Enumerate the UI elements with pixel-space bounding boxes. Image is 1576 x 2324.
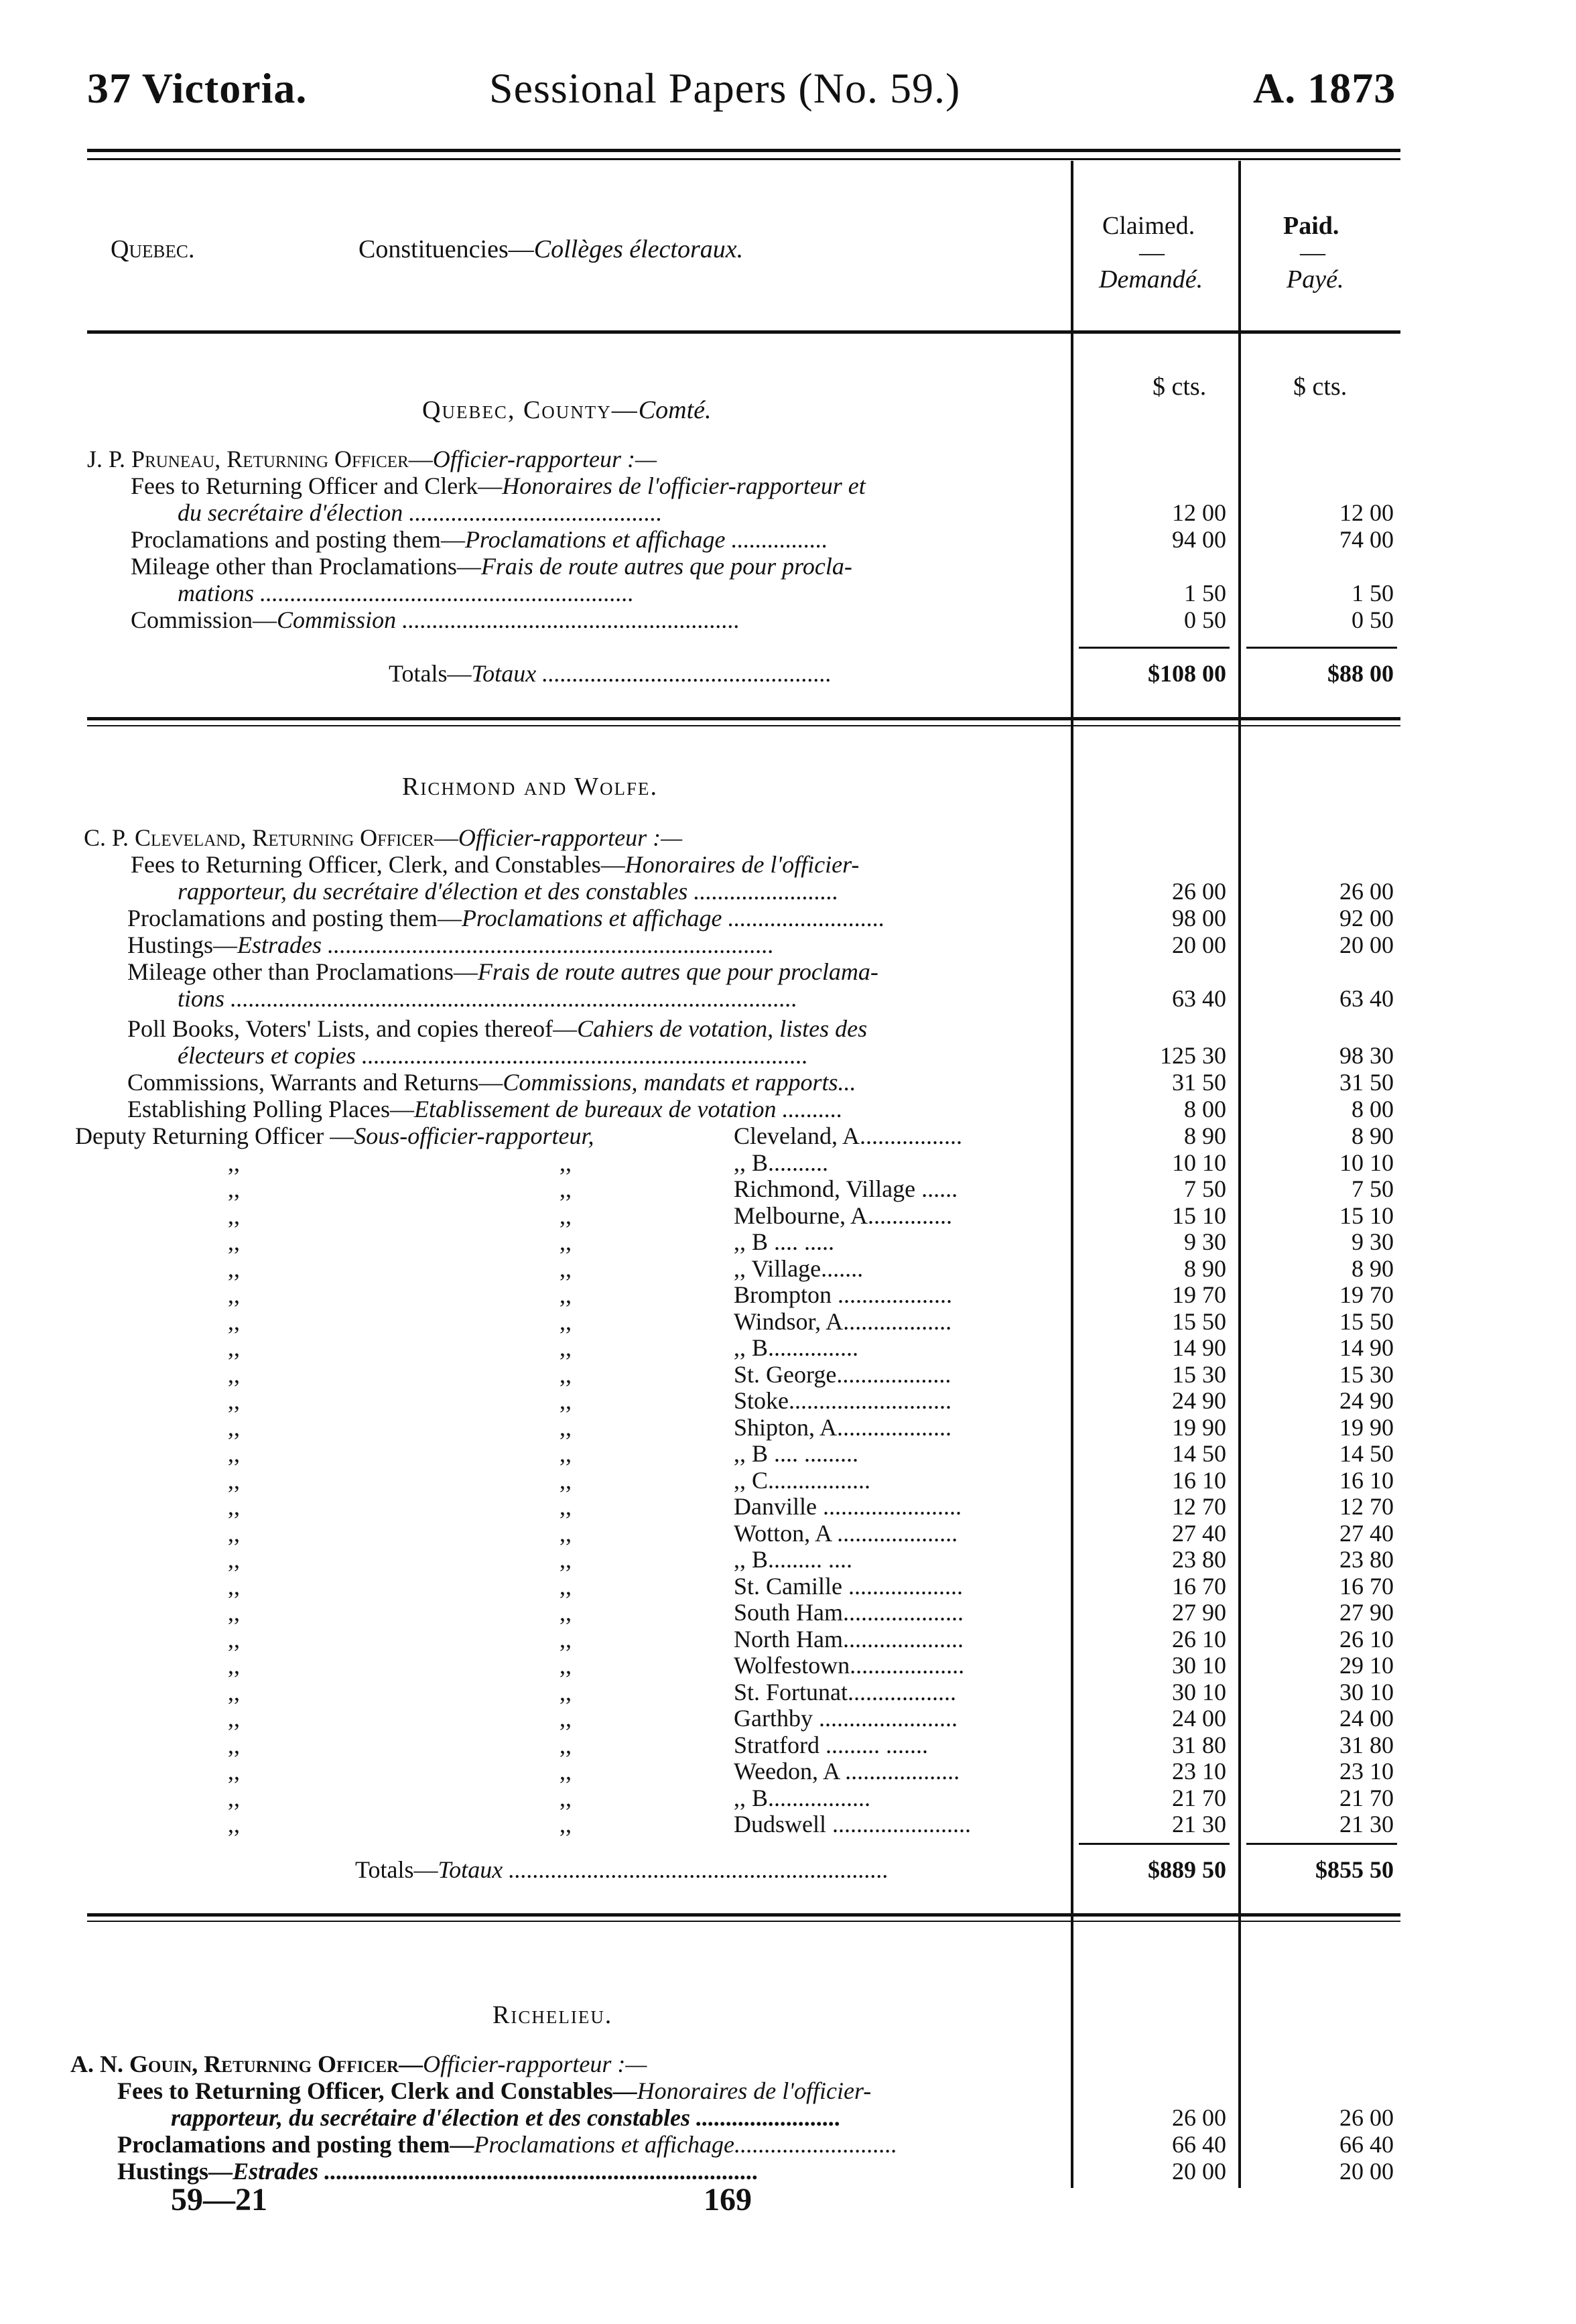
claimed-value: 30 10 (1172, 1679, 1226, 1705)
ditto-mark: ,, (560, 1626, 572, 1653)
table-row (0, 2104, 1576, 2131)
ditto-mark: ,, (560, 1573, 572, 1600)
totals-paid: $855 50 (1315, 1856, 1394, 1883)
paid-value: 26 00 (1339, 2104, 1394, 2131)
deputy-row (0, 1679, 1576, 1705)
paid-value: 12 70 (1339, 1493, 1394, 1520)
deputy-place: Richmond, Village ...... (734, 1175, 958, 1202)
row-label-fr: Commissions, mandats et rapports... (503, 1069, 856, 1096)
paid-value: 20 00 (1339, 2158, 1394, 2185)
header-title: Sessional Papers (No. 59.) (489, 64, 961, 112)
table-row (0, 2077, 1576, 2104)
paid-value: 31 80 (1339, 1732, 1394, 1758)
claimed-value: 31 80 (1172, 1732, 1226, 1758)
deputy-row (0, 1467, 1576, 1494)
claimed-value: 19 70 (1172, 1281, 1226, 1308)
claimed-value: 63 40 (1172, 985, 1226, 1012)
totals-paid: $88 00 (1327, 660, 1394, 687)
claimed-value: 21 70 (1172, 1785, 1226, 1811)
claimed-value: 8 90 (1184, 1255, 1226, 1282)
ditto-mark: ,, (228, 1652, 240, 1679)
deputy-row (0, 1785, 1576, 1811)
claimed-value: 14 50 (1172, 1440, 1226, 1467)
row-label-fr: Frais de route autres que pour procla- (480, 553, 852, 580)
row-label: Proclamations and posting them— (117, 2131, 474, 2158)
paid-value: 12 00 (1339, 499, 1394, 526)
totals-label: Totals— (389, 660, 472, 687)
ditto-mark: ,, (228, 1149, 240, 1176)
deputy-place: Stratford ......... ....... (734, 1732, 928, 1758)
deputy-place: Weedon, A ................... (734, 1758, 960, 1785)
ditto-mark: ,, (560, 1652, 572, 1679)
table-row (0, 606, 1576, 633)
deputy-label (75, 1122, 594, 1149)
deputy-row (0, 1334, 1576, 1361)
table-row (0, 1042, 1576, 1069)
claimed-value: 9 30 (1184, 1228, 1226, 1255)
deputy-row (0, 1520, 1576, 1547)
deputy-row (0, 1387, 1576, 1414)
ditto-mark: ,, (228, 1308, 240, 1335)
ditto-mark: ,, (228, 1546, 240, 1573)
deputy-place: St. Camille ................... (734, 1573, 963, 1600)
deputy-row (0, 1493, 1576, 1520)
deputy-row (0, 1361, 1576, 1388)
deputy-row (0, 1255, 1576, 1282)
deputy-place: South Ham.................... (734, 1599, 964, 1626)
paid-value: 21 30 (1339, 1811, 1394, 1837)
paid-value: 92 00 (1339, 905, 1394, 931)
deputy-place: ,, B............... (734, 1334, 859, 1361)
officer-line (0, 824, 1576, 851)
deputy-place: Wolfestown................... (734, 1652, 965, 1679)
constituencies-fr: Collèges électoraux. (533, 235, 744, 263)
totals-label: Totals— (355, 1856, 438, 1883)
row-label-fr: Honoraires de l'officier- (637, 2077, 872, 2104)
row-label-fr: Proclamations et affichage ................ (464, 526, 828, 553)
ditto-mark: ,, (560, 1679, 572, 1705)
paid-value: 27 40 (1339, 1520, 1394, 1547)
deputy-row (0, 1732, 1576, 1758)
deputy-row (0, 1440, 1576, 1467)
deputy-place: Dudswell ....................... (734, 1811, 971, 1837)
ditto-mark: ,, (560, 1202, 572, 1229)
claimed-value: 12 70 (1172, 1493, 1226, 1520)
section-rule (87, 1913, 1400, 1917)
claimed-value: 30 10 (1172, 1652, 1226, 1679)
table-row (0, 2131, 1576, 2158)
table-row (0, 958, 1576, 985)
deputy-place: Wotton, A .................... (734, 1520, 958, 1547)
claimed-header: Claimed. (1102, 212, 1195, 240)
claimed-value: 15 30 (1172, 1361, 1226, 1388)
row-label: Commission— (131, 606, 277, 633)
totals-label-fr: Totaux ............................................................... (438, 1856, 889, 1883)
deputy-place: Cleveland, A................. (734, 1122, 962, 1149)
table-row (0, 499, 1576, 526)
ditto-mark: ,, (228, 1705, 240, 1732)
row-label-fr: Commission ........................................................ (277, 606, 740, 633)
row-label-fr: Estrades ........................................................................ (233, 2158, 759, 2185)
ditto-mark: ,, (228, 1361, 240, 1388)
table-row (0, 1015, 1576, 1042)
header-session: 37 Victoria. (87, 64, 308, 112)
claimed-value: 16 70 (1172, 1573, 1226, 1600)
ditto-mark: ,, (560, 1255, 572, 1282)
ditto-mark: ,, (560, 1705, 572, 1732)
ditto-mark: ,, (560, 1758, 572, 1785)
deputy-place: Garthby ....................... (734, 1705, 958, 1732)
claimed-header-dash: — (1139, 239, 1165, 267)
deputy-row (0, 1175, 1576, 1202)
claimed-value: 14 90 (1172, 1334, 1226, 1361)
table-row (0, 851, 1576, 878)
paid-value: 26 00 (1339, 878, 1394, 905)
ditto-mark: ,, (228, 1599, 240, 1626)
totals-label-fr: Totaux ................................................ (471, 660, 832, 687)
paid-header-fr: Payé. (1287, 265, 1344, 294)
deputy-place: Danville ....................... (734, 1493, 962, 1520)
section-quebec-title-fr: Comté. (638, 396, 712, 424)
subtotal-rule-claimed (1079, 1843, 1230, 1845)
ditto-mark: ,, (228, 1758, 240, 1785)
ditto-mark: ,, (228, 1228, 240, 1255)
subtotal-rule-paid (1246, 1843, 1397, 1845)
deputy-label-fr: Sous-officier-rapporteur, (354, 1122, 594, 1149)
row-label-fr: Proclamations et affichage........................... (474, 2131, 897, 2158)
deputy-row (0, 1626, 1576, 1653)
claimed-value: 26 10 (1172, 1626, 1226, 1653)
top-rule (87, 149, 1400, 152)
claimed-value: 31 50 (1172, 1069, 1226, 1096)
ditto-mark: ,, (228, 1493, 240, 1520)
claimed-value: 20 00 (1172, 2158, 1226, 2185)
deputy-place: St. George................... (734, 1361, 951, 1388)
ditto-mark: ,, (560, 1440, 572, 1467)
paid-value: 23 10 (1339, 1758, 1394, 1785)
currency-paid: $ cts. (1293, 373, 1348, 401)
row-label-cont: rapporteur, du secrétaire d'élection et des constables ........................ (178, 878, 839, 905)
officer-name: C. P. Cleveland, Returning Officer— (84, 824, 458, 851)
footer-signature: 59—21 (171, 2182, 267, 2217)
row-label-fr: Estrades .......................................................................... (237, 931, 775, 958)
ditto-mark: ,, (560, 1546, 572, 1573)
paid-value: 9 30 (1352, 1228, 1394, 1255)
claimed-value: 27 90 (1172, 1599, 1226, 1626)
paid-value: 10 10 (1339, 1149, 1394, 1176)
ditto-mark: ,, (228, 1573, 240, 1600)
row-label: Proclamations and posting them— (131, 526, 465, 553)
officer-name: A. N. Gouin, Returning Officer— (70, 2051, 423, 2077)
paid-value: 16 70 (1339, 1573, 1394, 1600)
table-row (0, 985, 1576, 1012)
deputy-place: ,, C................. (734, 1467, 871, 1494)
row-label: Fees to Returning Officer, Clerk and Constables— (117, 2077, 637, 2104)
ditto-mark: ,, (560, 1308, 572, 1335)
claimed-value: 26 00 (1172, 2104, 1226, 2131)
paid-value: 14 90 (1339, 1334, 1394, 1361)
table-row (0, 2158, 1576, 2185)
row-label-cont: du secrétaire d'élection .......................................... (178, 499, 663, 526)
section-richelieu-title: Richelieu. (492, 2001, 613, 2029)
deputy-place: Shipton, A................... (734, 1414, 952, 1441)
row-label-cont: rapporteur, du secrétaire d'élection et des constables ........................ (171, 2104, 841, 2131)
claimed-value: 23 80 (1172, 1546, 1226, 1573)
deputy-row (0, 1414, 1576, 1441)
row-label-fr: Honoraires de l'officier- (625, 851, 860, 878)
row-label-fr: Honoraires de l'officier-rapporteur et (502, 472, 866, 499)
ditto-mark: ,, (560, 1175, 572, 1202)
claimed-value: 21 30 (1172, 1811, 1226, 1837)
row-label: Proclamations and posting them— (127, 905, 462, 931)
deputy-label-en: Deputy Returning Officer — (75, 1122, 354, 1149)
officer-fr: Officier-rapporteur :— (432, 446, 657, 472)
ditto-mark: ,, (228, 1811, 240, 1837)
constituencies-en: Constituencies— (358, 235, 534, 263)
paid-value: 1 50 (1352, 580, 1394, 606)
claimed-value: 15 10 (1172, 1202, 1226, 1229)
paid-value: 21 70 (1339, 1785, 1394, 1811)
ditto-mark: ,, (560, 1811, 572, 1837)
table-row (0, 1096, 1576, 1122)
table-row (0, 931, 1576, 958)
paid-value: 98 30 (1339, 1042, 1394, 1069)
ditto-mark: ,, (560, 1520, 572, 1547)
claimed-value: 0 50 (1184, 606, 1226, 633)
claimed-value: 20 00 (1172, 931, 1226, 958)
ditto-mark: ,, (228, 1175, 240, 1202)
ditto-mark: ,, (560, 1414, 572, 1441)
paid-value: 66 40 (1339, 2131, 1394, 2158)
ditto-mark: ,, (228, 1414, 240, 1441)
row-label-cont: tions .............................................................................................. (178, 985, 798, 1012)
paid-value: 14 50 (1339, 1440, 1394, 1467)
paid-value: 16 10 (1339, 1467, 1394, 1494)
deputy-row (0, 1308, 1576, 1335)
row-label-fr: Cahiers de votation, listes des (577, 1015, 868, 1042)
row-label: Establishing Polling Places— (127, 1096, 414, 1122)
deputy-row (0, 1811, 1576, 1837)
claimed-value: 15 50 (1172, 1308, 1226, 1335)
claimed-value: 24 00 (1172, 1705, 1226, 1732)
currency-claimed: $ cts. (1153, 373, 1207, 401)
deputy-place: Brompton ................... (734, 1281, 953, 1308)
ditto-mark: ,, (228, 1785, 240, 1811)
ditto-mark: ,, (228, 1440, 240, 1467)
claimed-value: 125 30 (1160, 1042, 1226, 1069)
table-row (0, 472, 1576, 499)
ditto-mark: ,, (228, 1387, 240, 1414)
totals-claimed: $108 00 (1148, 660, 1226, 687)
ditto-mark: ,, (228, 1255, 240, 1282)
subtotal-rule-claimed (1079, 647, 1230, 649)
header-bottom-rule (87, 330, 1400, 334)
claimed-value: 98 00 (1172, 905, 1226, 931)
ditto-mark: ,, (228, 1281, 240, 1308)
paid-value: 7 50 (1352, 1175, 1394, 1202)
deputy-row (0, 1758, 1576, 1785)
officer-line (0, 2051, 1576, 2077)
ditto-mark: ,, (228, 1520, 240, 1547)
row-label: Mileage other than Proclamations— (127, 958, 478, 985)
paid-header-dash: — (1300, 239, 1325, 267)
deputy-place: ,, B .... ..... (734, 1228, 835, 1255)
officer-line (0, 446, 1576, 472)
officer-name: J. P. Pruneau, Returning Officer— (87, 446, 433, 472)
deputy-row (0, 1202, 1576, 1229)
deputy-row (0, 1705, 1576, 1732)
claimed-value: 16 10 (1172, 1467, 1226, 1494)
deputy-place: ,, Village....... (734, 1255, 864, 1282)
claimed-value: 23 10 (1172, 1758, 1226, 1785)
page-number: 169 (704, 2182, 752, 2217)
table-row (0, 553, 1576, 580)
table-row (0, 878, 1576, 905)
paid-value: 63 40 (1339, 985, 1394, 1012)
section-quebec-title-en: Quebec, County— (422, 396, 639, 424)
ditto-mark: ,, (228, 1467, 240, 1494)
paid-value: 27 90 (1339, 1599, 1394, 1626)
claimed-value: 19 90 (1172, 1414, 1226, 1441)
section-rule (87, 717, 1400, 720)
table-row (0, 1069, 1576, 1096)
claimed-value: 8 90 (1184, 1122, 1226, 1149)
row-label-fr: Etablissement de bureaux de votation .......... (414, 1096, 843, 1122)
ditto-mark: ,, (228, 1679, 240, 1705)
claimed-value: 10 10 (1172, 1149, 1226, 1176)
claimed-value: 66 40 (1172, 2131, 1226, 2158)
row-label: Commissions, Warrants and Returns— (127, 1069, 503, 1096)
ditto-mark: ,, (560, 1334, 572, 1361)
deputy-row (0, 1122, 1576, 1149)
row-label-fr: Frais de route autres que pour proclama- (477, 958, 878, 985)
row-label: Hustings— (117, 2158, 233, 2185)
deputy-row (0, 1652, 1576, 1679)
section-rule-2 (87, 725, 1400, 726)
claimed-value: 27 40 (1172, 1520, 1226, 1547)
paid-value: 74 00 (1339, 526, 1394, 553)
claimed-value: 24 90 (1172, 1387, 1226, 1414)
deputy-place: Melbourne, A.............. (734, 1202, 952, 1229)
deputy-row (0, 1228, 1576, 1255)
row-label-cont: mations .............................................................. (178, 580, 635, 606)
totals-claimed: $889 50 (1148, 1856, 1226, 1883)
subtotal-rule-paid (1246, 647, 1397, 649)
table-row (0, 905, 1576, 931)
paid-value: 19 90 (1339, 1414, 1394, 1441)
ditto-mark: ,, (560, 1149, 572, 1176)
paid-value: 30 10 (1339, 1679, 1394, 1705)
row-label: Poll Books, Voters' Lists, and copies thereof— (127, 1015, 578, 1042)
ditto-mark: ,, (228, 1626, 240, 1653)
paid-value: 29 10 (1339, 1652, 1394, 1679)
paid-value: 8 00 (1352, 1096, 1394, 1122)
officer-fr: Officier-rapporteur :— (423, 2051, 647, 2077)
deputy-row (0, 1599, 1576, 1626)
claimed-value: 12 00 (1172, 499, 1226, 526)
deputy-place: ,, B .... ......... (734, 1440, 859, 1467)
deputy-place: ,, B......... .... (734, 1546, 853, 1573)
deputy-row (0, 1281, 1576, 1308)
deputy-place: North Ham.................... (734, 1626, 964, 1653)
deputy-row (0, 1546, 1576, 1573)
paid-header: Paid. (1283, 212, 1339, 240)
ditto-mark: ,, (560, 1361, 572, 1388)
row-label: Fees to Returning Officer, Clerk, and Constables— (131, 851, 625, 878)
claimed-value: 7 50 (1184, 1175, 1226, 1202)
ditto-mark: ,, (560, 1228, 572, 1255)
paid-value: 8 90 (1352, 1255, 1394, 1282)
paid-value: 24 00 (1339, 1705, 1394, 1732)
table-row (0, 580, 1576, 606)
totals-row (0, 1856, 1576, 1883)
paid-value: 19 70 (1339, 1281, 1394, 1308)
row-label: Hustings— (127, 931, 238, 958)
deputy-place: Stoke........................... (734, 1387, 952, 1414)
ditto-mark: ,, (560, 1281, 572, 1308)
ditto-mark: ,, (228, 1334, 240, 1361)
deputy-row (0, 1149, 1576, 1176)
paid-value: 31 50 (1339, 1069, 1394, 1096)
paid-value: 26 10 (1339, 1626, 1394, 1653)
paid-value: 0 50 (1352, 606, 1394, 633)
totals-row (0, 660, 1576, 687)
ditto-mark: ,, (228, 1732, 240, 1758)
paid-value: 23 80 (1339, 1546, 1394, 1573)
claimed-header-fr: Demandé. (1099, 265, 1203, 294)
header-year: A. 1873 (1253, 64, 1396, 112)
deputy-place: Windsor, A.................. (734, 1308, 952, 1335)
deputy-place: St. Fortunat.................. (734, 1679, 957, 1705)
deputy-place: ,, B................. (734, 1785, 871, 1811)
ditto-mark: ,, (560, 1785, 572, 1811)
ditto-mark: ,, (560, 1493, 572, 1520)
row-label: Mileage other than Proclamations— (131, 553, 481, 580)
section-rule-2 (87, 1921, 1400, 1922)
row-label-fr: Proclamations et affichage .......................... (461, 905, 885, 931)
paid-value: 15 30 (1339, 1361, 1394, 1388)
ditto-mark: ,, (560, 1467, 572, 1494)
ditto-mark: ,, (228, 1202, 240, 1229)
deputy-place: ,, B.......... (734, 1149, 829, 1176)
claimed-value: 1 50 (1184, 580, 1226, 606)
claimed-value: 8 00 (1184, 1096, 1226, 1122)
paid-value: 15 50 (1339, 1308, 1394, 1335)
paid-value: 8 90 (1352, 1122, 1394, 1149)
claimed-value: 94 00 (1172, 526, 1226, 553)
table-row (0, 526, 1576, 553)
section-quebec-title (422, 395, 712, 425)
ditto-mark: ,, (560, 1387, 572, 1414)
ditto-mark: ,, (560, 1599, 572, 1626)
paid-value: 24 90 (1339, 1387, 1394, 1414)
claimed-value: 26 00 (1172, 878, 1226, 905)
section-richmond-title: Richmond and Wolfe. (402, 773, 659, 801)
deputy-row (0, 1573, 1576, 1600)
constituencies-header (358, 235, 743, 264)
top-rule-2 (87, 158, 1400, 160)
ditto-mark: ,, (560, 1732, 572, 1758)
paid-value: 15 10 (1339, 1202, 1394, 1229)
officer-fr: Officier-rapporteur :— (458, 824, 683, 851)
row-label-cont: électeurs et copies .......................................................................... (178, 1042, 808, 1069)
paid-value: 20 00 (1339, 931, 1394, 958)
province-label: Quebec. (111, 235, 195, 263)
row-label: Fees to Returning Officer and Clerk— (131, 472, 503, 499)
